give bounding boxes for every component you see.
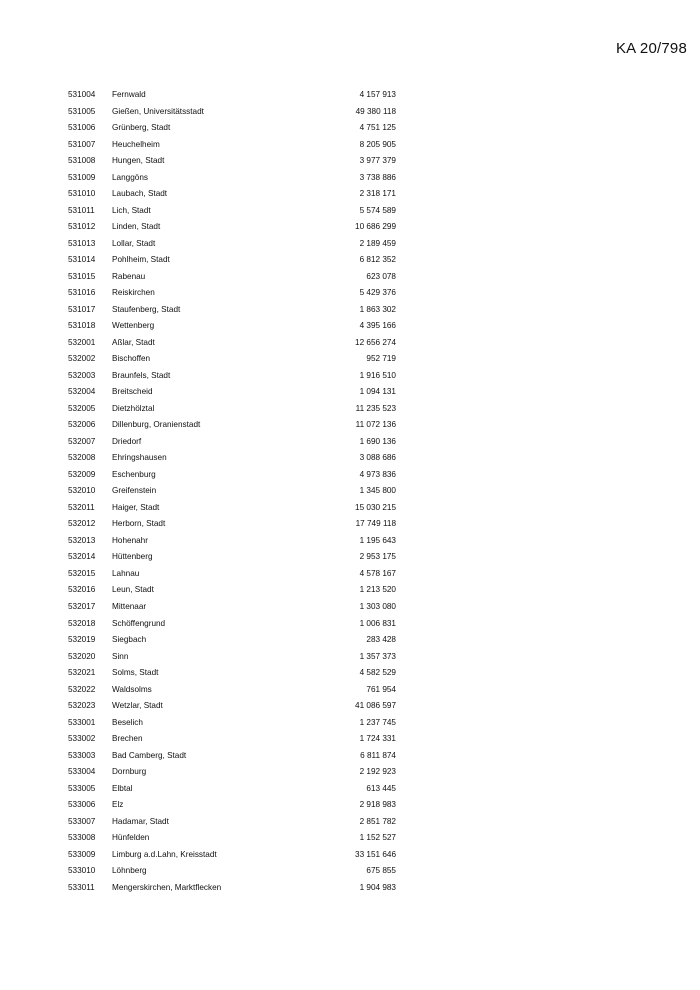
- table-row: [0, 665, 700, 682]
- municipality-name: Waldsolms: [112, 684, 152, 694]
- municipality-name: Haiger, Stadt: [112, 502, 160, 512]
- municipality-name: Hadamar, Stadt: [112, 816, 169, 826]
- municipality-code: 532001: [68, 337, 96, 347]
- amount-value: 1 152 527: [359, 833, 396, 843]
- table-row: [0, 236, 700, 253]
- table-row: [0, 549, 700, 566]
- table-row: [0, 252, 700, 269]
- amount-value: 2 189 459: [359, 238, 396, 248]
- amount-value: 3 088 686: [359, 453, 396, 463]
- table-row: [0, 186, 700, 203]
- amount-value: 4 973 836: [359, 469, 396, 479]
- municipality-name: Elbtal: [112, 783, 133, 793]
- municipality-name: Braunfels, Stadt: [112, 370, 171, 380]
- amount-value: 1 724 331: [359, 734, 396, 744]
- table-row: [0, 582, 700, 599]
- table-row: [0, 203, 700, 220]
- amount-value: 3 977 379: [359, 156, 396, 166]
- municipality-name: Mengerskirchen, Marktflecken: [112, 882, 222, 892]
- amount-value: 1 863 302: [359, 304, 396, 314]
- municipality-name: Leun, Stadt: [112, 585, 154, 595]
- amount-value: 3 738 886: [359, 172, 396, 182]
- amount-value: 4 578 167: [359, 568, 396, 578]
- municipality-name: Hungen, Stadt: [112, 156, 165, 166]
- municipality-name: Solms, Stadt: [112, 668, 159, 678]
- amount-value: 4 395 166: [359, 321, 396, 331]
- municipality-code: 532006: [68, 420, 96, 430]
- table-row: [0, 318, 700, 335]
- municipality-code: 532003: [68, 370, 96, 380]
- municipality-name: Elz: [112, 800, 124, 810]
- municipality-code: 532011: [68, 502, 95, 512]
- table-row: [0, 682, 700, 699]
- municipality-code: 531015: [68, 271, 96, 281]
- amount-value: 4 157 913: [359, 90, 396, 99]
- table-row: [0, 715, 700, 732]
- municipality-name: Hünfelden: [112, 833, 150, 843]
- municipality-code: 531013: [68, 238, 96, 248]
- table-row: [0, 384, 700, 401]
- table-row: [0, 87, 700, 104]
- amount-value: 1 904 983: [359, 882, 396, 892]
- municipality-name: Eschenburg: [112, 469, 156, 479]
- amount-value: 1 345 800: [359, 486, 396, 496]
- municipality-code: 533005: [68, 783, 96, 793]
- table-row: [0, 500, 700, 517]
- amount-value: 761 954: [366, 684, 396, 694]
- municipality-code: 532013: [68, 535, 96, 545]
- amount-value: 283 428: [366, 635, 396, 645]
- amount-value: 2 192 923: [359, 767, 396, 777]
- table-row: [0, 797, 700, 814]
- table-row: [0, 219, 700, 236]
- table-row: [0, 764, 700, 781]
- municipality-code: 532014: [68, 552, 96, 562]
- municipality-code: 531008: [68, 156, 96, 166]
- amount-value: 2 851 782: [359, 816, 396, 826]
- municipality-name: Sinn: [112, 651, 129, 661]
- municipality-code: 531004: [68, 90, 96, 99]
- table-row: [0, 566, 700, 583]
- municipality-code: 532004: [68, 387, 96, 397]
- municipality-code: 532012: [68, 519, 96, 529]
- municipality-code: 531010: [68, 189, 96, 199]
- municipality-name: Lollar, Stadt: [112, 238, 156, 248]
- amount-value: 1 213 520: [359, 585, 396, 595]
- municipality-code: 531006: [68, 123, 96, 133]
- municipality-name: Limburg a.d.Lahn, Kreisstadt: [112, 849, 217, 859]
- municipality-name: Laubach, Stadt: [112, 189, 168, 199]
- table-row: [0, 698, 700, 715]
- municipality-name: Langgöns: [112, 172, 148, 182]
- table-row: [0, 269, 700, 286]
- municipality-name: Dillenburg, Oranienstadt: [112, 420, 201, 430]
- table-row: [0, 417, 700, 434]
- municipality-name: Ehringshausen: [112, 453, 167, 463]
- amount-value: 1 357 373: [359, 651, 396, 661]
- municipality-code: 531018: [68, 321, 96, 331]
- amount-value: 15 030 215: [355, 502, 396, 512]
- municipality-code: 531014: [68, 255, 96, 265]
- amount-value: 10 686 299: [355, 222, 396, 232]
- municipality-code: 532017: [68, 601, 96, 611]
- amount-value: 4 751 125: [359, 123, 396, 133]
- municipality-code: 532022: [68, 684, 96, 694]
- municipality-code: 532019: [68, 635, 96, 645]
- table-row: [0, 285, 700, 302]
- municipality-code: 532015: [68, 568, 96, 578]
- table-row: [0, 847, 700, 864]
- municipality-name: Rabenau: [112, 271, 146, 281]
- municipality-name: Driedorf: [112, 436, 142, 446]
- municipality-code: 533003: [68, 750, 96, 760]
- municipality-name: Lich, Stadt: [112, 205, 151, 215]
- municipality-name: Lahnau: [112, 568, 140, 578]
- table-row: [0, 649, 700, 666]
- municipality-name: Reiskirchen: [112, 288, 155, 298]
- table-row: [0, 170, 700, 187]
- amount-value: 1 690 136: [359, 436, 396, 446]
- table-row: [0, 368, 700, 385]
- municipality-code: 532005: [68, 403, 96, 413]
- table-row: [0, 450, 700, 467]
- amount-value: 5 429 376: [359, 288, 396, 298]
- municipality-name: Brechen: [112, 734, 143, 744]
- municipality-name: Hüttenberg: [112, 552, 153, 562]
- municipality-code: 533007: [68, 816, 96, 826]
- amount-value: 11 072 136: [355, 420, 396, 430]
- table-row: [0, 599, 700, 616]
- municipality-code: 532018: [68, 618, 96, 628]
- municipality-name: Löhnberg: [112, 866, 147, 876]
- municipality-name: Mittenaar: [112, 601, 147, 611]
- table-row: [0, 632, 700, 649]
- municipality-name: Wettenberg: [112, 321, 155, 331]
- municipality-code: 531012: [68, 222, 96, 232]
- amount-value: 675 855: [366, 866, 396, 876]
- municipality-table: [0, 87, 700, 896]
- amount-value: 1 006 831: [359, 618, 396, 628]
- table-row: [0, 467, 700, 484]
- amount-value: 952 719: [366, 354, 396, 364]
- table-row: [0, 533, 700, 550]
- amount-value: 1 195 643: [359, 535, 396, 545]
- municipality-name: Greifenstein: [112, 486, 157, 496]
- municipality-name: Pohlheim, Stadt: [112, 255, 170, 265]
- municipality-name: Gießen, Universitätsstadt: [112, 106, 204, 116]
- municipality-name: Bischoffen: [112, 354, 151, 364]
- table-row: [0, 153, 700, 170]
- table-row: [0, 781, 700, 798]
- table-row: [0, 120, 700, 137]
- table-row: [0, 104, 700, 121]
- municipality-code: 533010: [68, 866, 96, 876]
- table-row: [0, 137, 700, 154]
- amount-value: 2 918 983: [359, 800, 396, 810]
- table-row: [0, 863, 700, 880]
- municipality-code: 532021: [68, 668, 96, 678]
- municipality-name: Hohenahr: [112, 535, 148, 545]
- municipality-code: 533011: [68, 882, 95, 892]
- amount-value: 17 749 118: [355, 519, 396, 529]
- table-row: [0, 516, 700, 533]
- table-row: [0, 434, 700, 451]
- amount-value: 613 445: [366, 783, 396, 793]
- municipality-name: Heuchelheim: [112, 139, 160, 149]
- amount-value: 11 235 523: [355, 403, 396, 413]
- table-row: [0, 880, 700, 897]
- municipality-code: 532016: [68, 585, 96, 595]
- amount-value: 4 582 529: [359, 668, 396, 678]
- table-row: [0, 302, 700, 319]
- municipality-name: Linden, Stadt: [112, 222, 161, 232]
- table-row: [0, 814, 700, 831]
- municipality-code: 531005: [68, 106, 96, 116]
- table-row: [0, 351, 700, 368]
- municipality-name: Staufenberg, Stadt: [112, 304, 181, 314]
- amount-value: 1 237 745: [359, 717, 396, 727]
- municipality-code: 532023: [68, 701, 96, 711]
- municipality-code: 532002: [68, 354, 96, 364]
- municipality-name: Dornburg: [112, 767, 147, 777]
- municipality-code: 533004: [68, 767, 96, 777]
- municipality-code: 532008: [68, 453, 96, 463]
- amount-value: 2 318 171: [359, 189, 396, 199]
- municipality-name: Herborn, Stadt: [112, 519, 166, 529]
- amount-value: 1 094 131: [359, 387, 396, 397]
- amount-value: 623 078: [366, 271, 396, 281]
- page-reference: KA 20/798: [615, 40, 687, 57]
- municipality-name: Grünberg, Stadt: [112, 123, 171, 133]
- table-row: [0, 830, 700, 847]
- amount-value: 6 811 874: [360, 750, 396, 760]
- amount-value: 5 574 589: [359, 205, 396, 215]
- municipality-code: 533009: [68, 849, 96, 859]
- municipality-code: 533002: [68, 734, 96, 744]
- table-row: [0, 616, 700, 633]
- municipality-name: Dietzhölztal: [112, 403, 155, 413]
- municipality-name: Beselich: [112, 717, 143, 727]
- municipality-code: 532010: [68, 486, 96, 496]
- municipality-name: Bad Camberg, Stadt: [112, 750, 187, 760]
- amount-value: 2 953 175: [359, 552, 396, 562]
- municipality-code: 533001: [68, 717, 96, 727]
- amount-value: 33 151 646: [355, 849, 396, 859]
- amount-value: 49 380 118: [355, 106, 396, 116]
- municipality-name: Breitscheid: [112, 387, 153, 397]
- amount-value: 1 916 510: [359, 370, 396, 380]
- municipality-name: Schöffengrund: [112, 618, 166, 628]
- municipality-code: 533006: [68, 800, 96, 810]
- amount-value: 8 205 905: [359, 139, 396, 149]
- municipality-name: Fernwald: [112, 90, 146, 99]
- table-row: [0, 731, 700, 748]
- municipality-code: 532009: [68, 469, 96, 479]
- table-row: [0, 483, 700, 500]
- municipality-code: 531017: [68, 304, 96, 314]
- amount-value: 6 812 352: [359, 255, 396, 265]
- amount-value: 41 086 597: [355, 701, 396, 711]
- municipality-code: 532007: [68, 436, 96, 446]
- municipality-code: 531009: [68, 172, 96, 182]
- municipality-code: 531016: [68, 288, 96, 298]
- municipality-name: Aßlar, Stadt: [112, 337, 155, 347]
- municipality-code: 533008: [68, 833, 96, 843]
- municipality-code: 531011: [68, 205, 95, 215]
- municipality-code: 531007: [68, 139, 96, 149]
- table-row: [0, 335, 700, 352]
- municipality-name: Siegbach: [112, 635, 147, 645]
- municipality-code: 532020: [68, 651, 96, 661]
- table-row: [0, 401, 700, 418]
- amount-value: 1 303 080: [359, 601, 396, 611]
- amount-value: 12 656 274: [355, 337, 396, 347]
- municipality-name: Wetzlar, Stadt: [112, 701, 163, 711]
- table-row: [0, 748, 700, 765]
